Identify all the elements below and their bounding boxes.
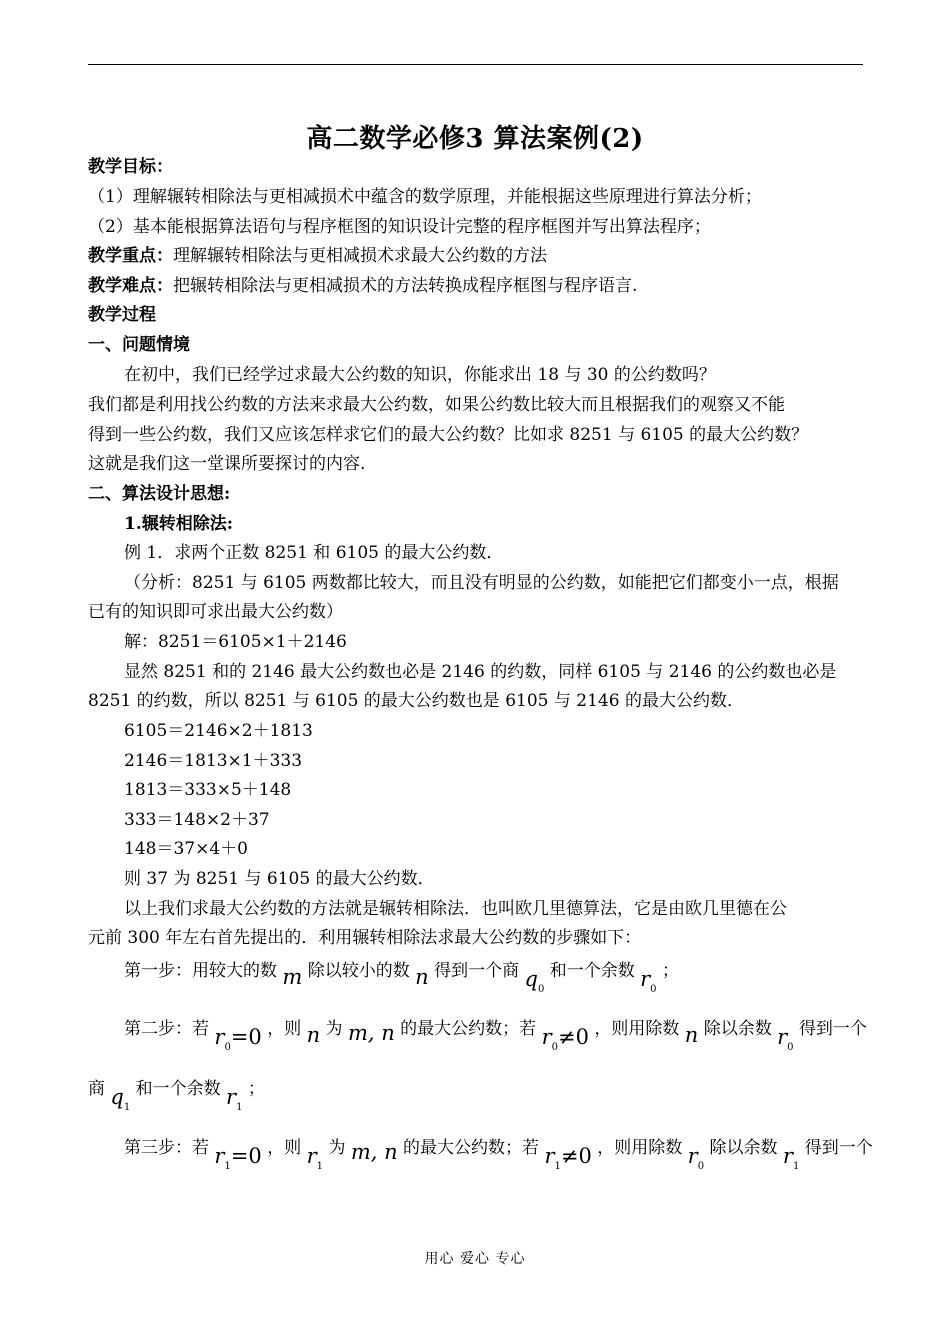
step1-text-4: 和一个余数 (549, 961, 635, 981)
math-sub-1: 1 (316, 1161, 324, 1172)
math-sub-1: 1 (224, 1161, 231, 1172)
math-q1 (110, 1085, 131, 1113)
difficulty-label: 教学难点： (88, 276, 173, 296)
step2b-text-3: ； (247, 1079, 265, 1099)
math-sub-0: 0 (697, 1161, 705, 1172)
page-footer: 用心 爱心 专心 (424, 1251, 526, 1267)
step3-text-3: 为 (328, 1138, 346, 1158)
solution-line: 解：8251＝6105×1＋2146 (124, 632, 347, 652)
step-2 (124, 1016, 867, 1053)
math-sub-0: 0 (537, 984, 545, 995)
math-r: r (214, 1025, 225, 1049)
result-line: 则 37 为 8251 与 6105 的最大公约数． (124, 869, 435, 889)
math-r: r (306, 1144, 317, 1168)
math-r: r (640, 967, 651, 991)
step2b-text-1: 商 (88, 1079, 105, 1099)
subsection-heading: 1.辗转相除法: (124, 514, 234, 534)
process-heading: 教学过程 (88, 305, 156, 325)
step-2-continued (88, 1076, 864, 1113)
math-r1 (306, 1144, 324, 1172)
step-3 (124, 1135, 873, 1172)
example-1: 例 1．求两个正数 8251 和 6105 的最大公约数． (124, 543, 504, 563)
step1-text-2: 除以较小的数 (307, 961, 410, 981)
section1-paragraph-2b: 得到一些公约数，我们又应该怎样求它们的最大公约数？比如求 8251 与 6105 的最大公约数？ (88, 425, 809, 445)
math-r: r (782, 1144, 793, 1168)
step1-text-1: 第一步：用较大的数 (124, 961, 277, 981)
summary-line-a: 以上我们求最大公约数的方法就是辗转相除法．也叫欧几里德算法，它是由欧几里德在公 (124, 899, 787, 919)
math-sub-1: 1 (123, 1102, 131, 1113)
analysis-line-b: 已有的知识即可求出最大公约数） (88, 602, 343, 622)
math-r0-ne-0 (541, 1025, 589, 1053)
math-r1 (226, 1085, 243, 1113)
objectives-heading: 教学目标： (88, 157, 173, 177)
step1-text-3: 得到一个商 (434, 961, 520, 981)
math-r0 (687, 1144, 705, 1172)
math-r0 (777, 1025, 794, 1053)
step2-text-4: 的最大公约数；若 (400, 1019, 537, 1039)
math-m-n: m, n (350, 1140, 398, 1164)
math-r: r (214, 1144, 225, 1168)
math-r: r (777, 1025, 788, 1049)
observation-line-b: 8251 的约数，所以 8251 与 6105 的最大公约数也是 6105 与 2146 的最大公约数． (88, 691, 744, 711)
math-q: q (524, 967, 538, 991)
math-eq0: =0 (230, 1025, 262, 1049)
math-n: n (306, 1023, 321, 1047)
section1-paragraph-2c: 这就是我们这一堂课所要探讨的内容. (88, 454, 366, 474)
header-rule (88, 64, 863, 65)
section2-heading: 二、算法设计思想: (88, 484, 231, 504)
math-sub-1: 1 (792, 1161, 800, 1172)
difficulty (88, 275, 864, 297)
step2-text-7: 得到一个 (798, 1019, 867, 1039)
summary-line-b: 元前 300 年左右首先提出的．利用辗转相除法求最大公约数的步骤如下： (88, 928, 642, 948)
math-ne0: ≠0 (560, 1144, 592, 1168)
step3-text-2: ，则 (267, 1138, 302, 1158)
objective-item-1: （1）理解辗转相除法与更相减损术中蕴含的数学原理，并能根据这些原理进行算法分析； (88, 187, 762, 207)
step2-text-1: 第二步：若 (124, 1019, 209, 1039)
key-point-label: 教学重点： (88, 246, 173, 266)
math-m: m (282, 965, 303, 989)
math-m-n: m, n (347, 1021, 395, 1045)
math-sub-0: 0 (787, 1042, 794, 1053)
math-r0-eq-0 (214, 1025, 262, 1053)
step2b-text-2: 和一个余数 (135, 1079, 221, 1099)
math-eq0: =0 (230, 1144, 262, 1168)
math-r: r (541, 1025, 552, 1049)
math-sub-0: 0 (650, 984, 657, 995)
step2-text-6: 除以余数 (703, 1019, 772, 1039)
math-r: r (226, 1085, 237, 1109)
key-point (88, 245, 864, 267)
math-r1-ne-0 (544, 1144, 592, 1172)
math-sub-1: 1 (554, 1161, 561, 1172)
step3-text-6: 除以余数 (709, 1138, 778, 1158)
math-sub-0: 0 (551, 1042, 558, 1053)
step2-text-3: 为 (325, 1019, 343, 1039)
math-r1 (782, 1144, 800, 1172)
step2-text-5: ，则用除数 (594, 1019, 680, 1039)
step2-text-2: ，则 (267, 1019, 302, 1039)
math-n: n (684, 1023, 699, 1047)
section1-paragraph-1: 在初中，我们已经学过求最大公约数的知识，你能求出 18 与 30 的公约数吗？ (124, 365, 716, 385)
difficulty-text: 把辗转相除法与更相减损术的方法转换成程序框图与程序语言. (173, 276, 638, 296)
step3-text-5: ，则用除数 (597, 1138, 683, 1158)
section1-paragraph-2a: 我们都是利用找公约数的方法来求最大公约数，如果公约数比较大而且根据我们的观察又不能 (88, 395, 785, 415)
math-r: r (544, 1144, 555, 1168)
step3-text-4: 的最大公约数；若 (403, 1138, 540, 1158)
equation-4: 333＝148×2＋37 (124, 810, 270, 830)
math-sub-0: 0 (224, 1042, 231, 1053)
equation-3: 1813＝333×5＋148 (124, 780, 292, 800)
section1-heading: 一、问题情境 (88, 335, 190, 355)
equation-1: 6105＝2146×2＋1813 (124, 721, 313, 741)
step3-text-7: 得到一个 (804, 1138, 873, 1158)
objective-item-2: （2）基本能根据算法语句与程序框图的知识设计完整的程序框图并写出算法程序； (88, 217, 711, 237)
step-1 (124, 958, 864, 995)
page-title: 高二数学必修3 算法案例(2) (306, 124, 644, 154)
math-n: n (415, 965, 429, 989)
equation-5: 148＝37×4＋0 (124, 839, 248, 859)
math-sub-1: 1 (236, 1102, 243, 1113)
key-point-text: 理解辗转相除法与更相减损术求最大公约数的方法 (173, 246, 547, 266)
math-q: q (110, 1085, 124, 1109)
math-r: r (687, 1144, 698, 1168)
equation-2: 2146＝1813×1＋333 (124, 751, 303, 771)
math-r1-eq-0 (214, 1144, 262, 1172)
observation-line-a: 显然 8251 和的 2146 最大公约数也必是 2146 的约数，同样 6105 与 2146 的公约数也必是 (124, 662, 837, 682)
math-ne0: ≠0 (557, 1025, 589, 1049)
step3-text-1: 第三步：若 (124, 1138, 209, 1158)
analysis-line-a: （分析：8251 与 6105 两数都比较大，而且没有明显的公约数，如能把它们都变小一点，根据 (124, 573, 839, 593)
step1-text-5: ； (661, 961, 679, 981)
math-r0 (640, 967, 657, 995)
math-q0 (524, 967, 545, 995)
